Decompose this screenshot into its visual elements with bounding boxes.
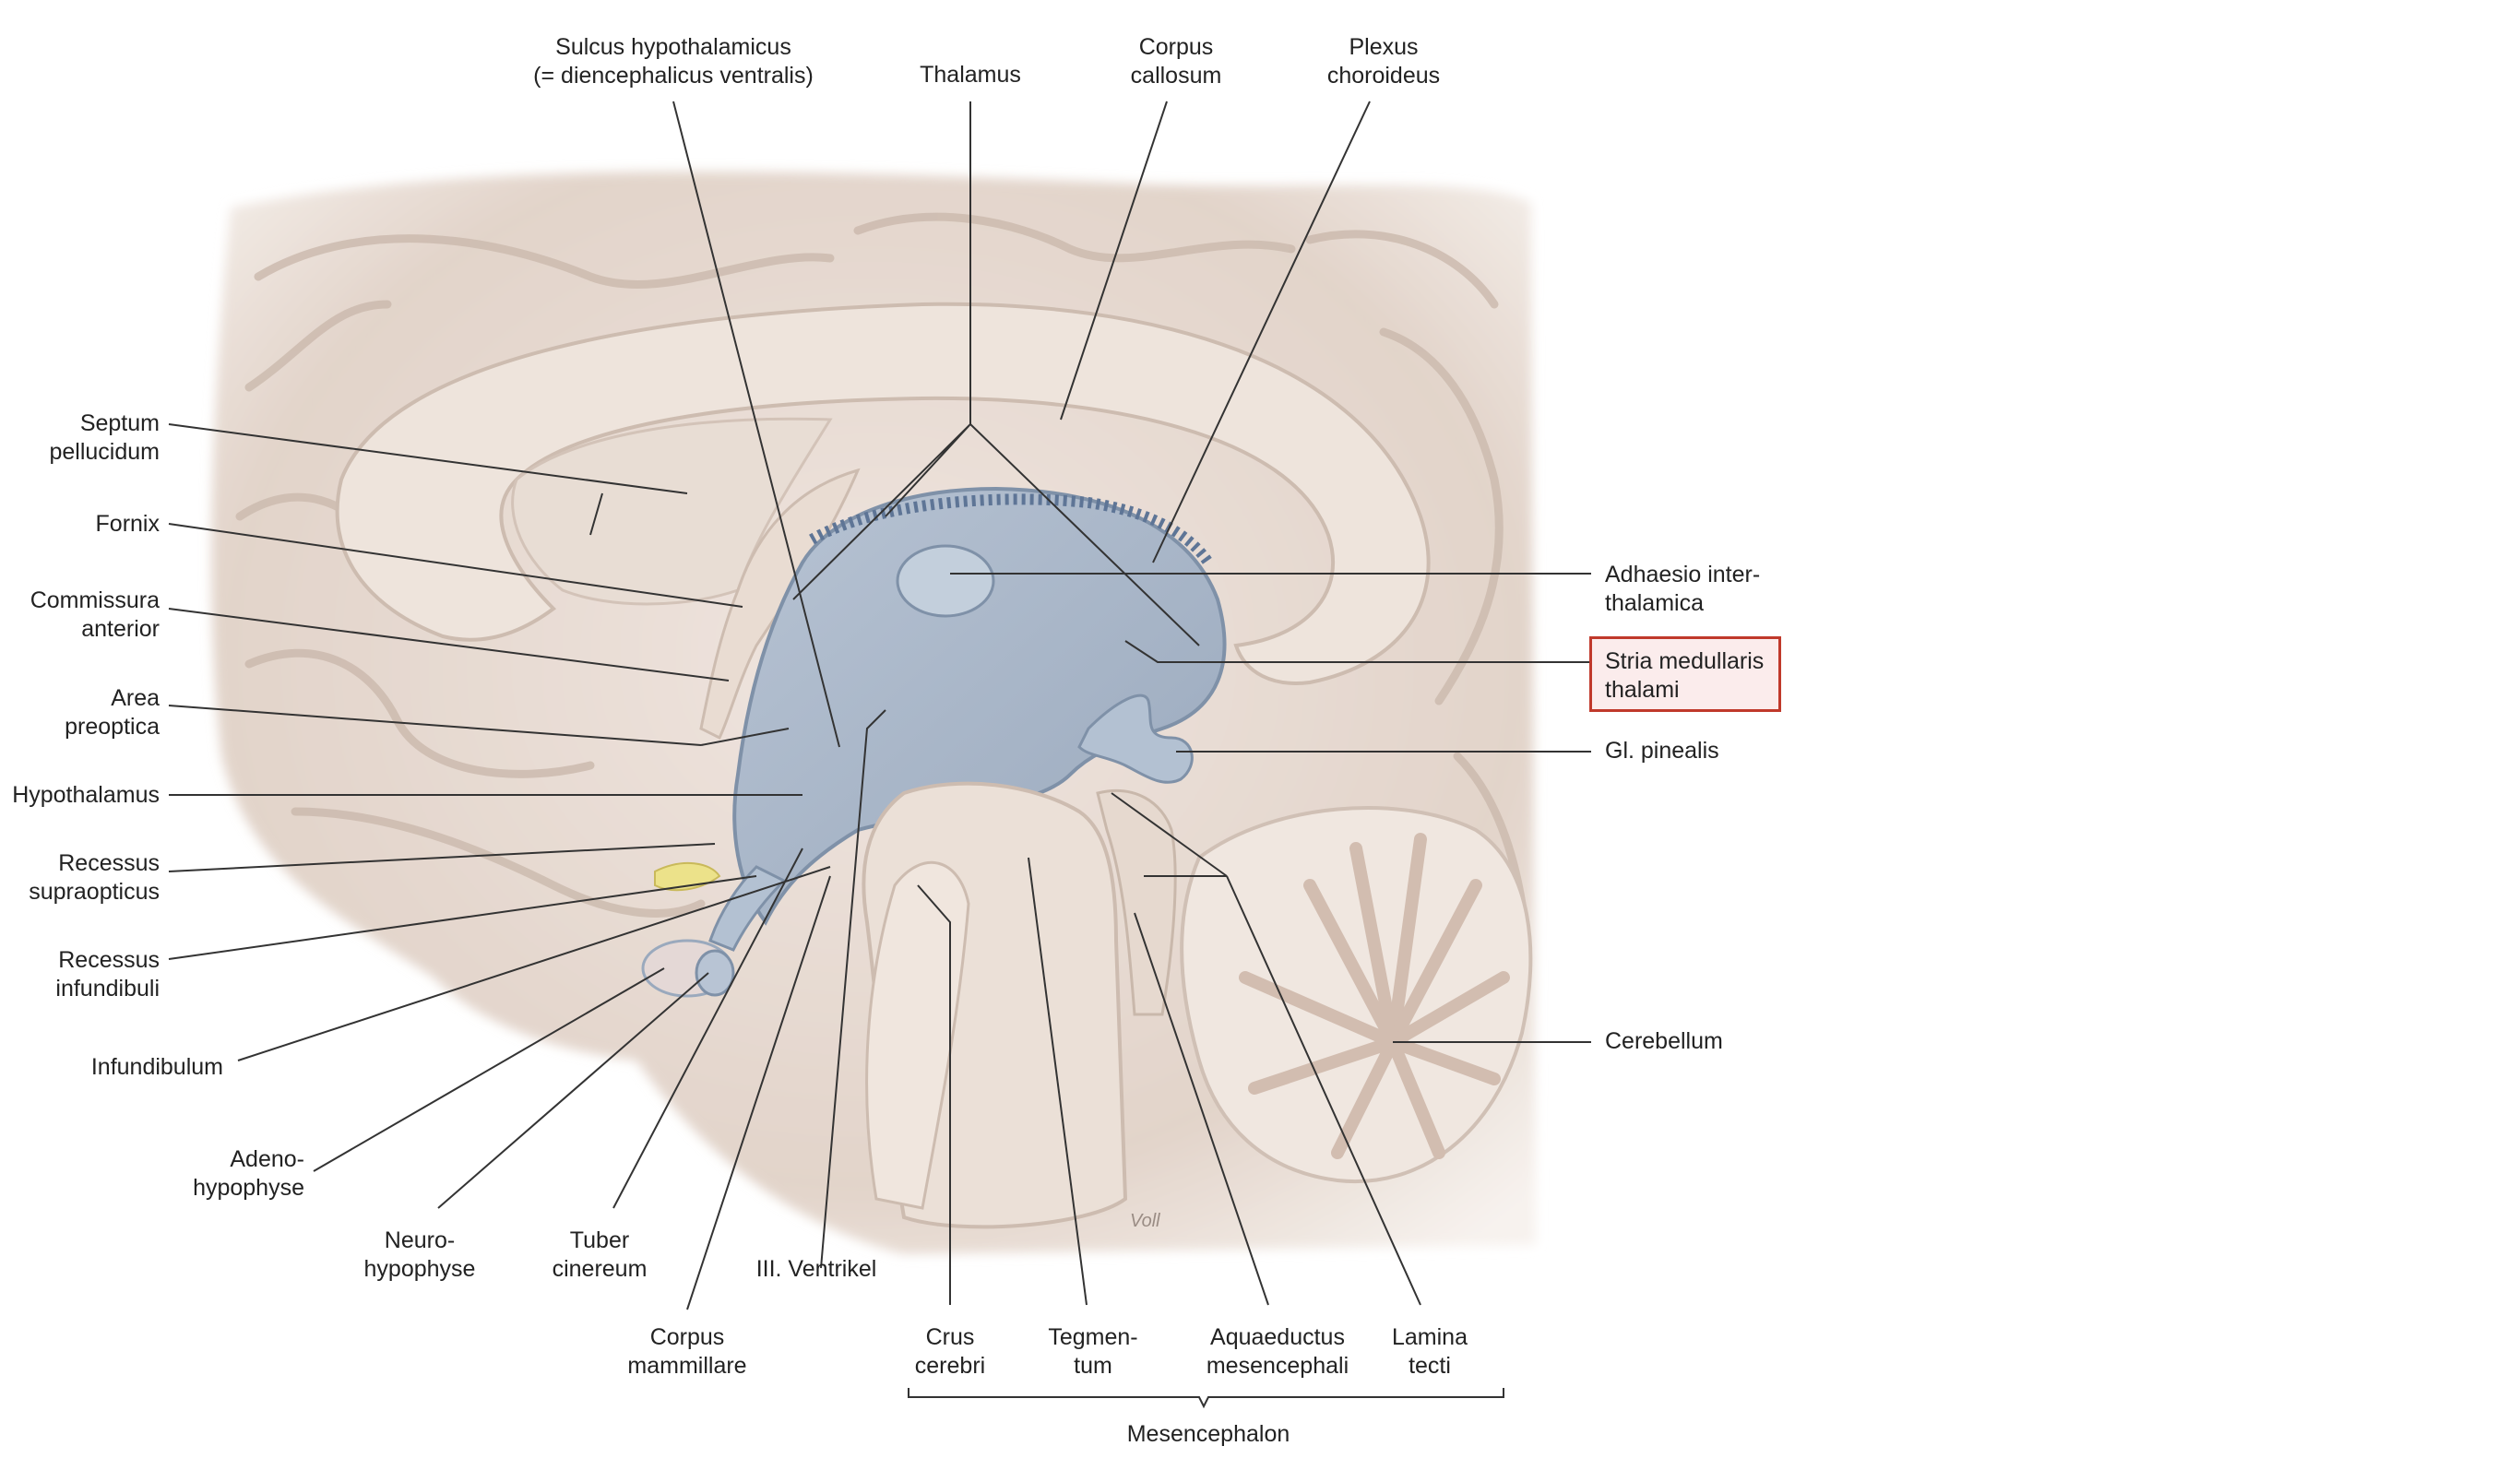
label-sulcus-hypothalamicus: Sulcus hypothalamicus (= diencephalicus ventralis) <box>533 34 814 89</box>
label-septum-pellucidum: Septum pellucidum <box>49 410 160 465</box>
label-recessus-supraopticus: Recessus supraopticus <box>29 850 160 905</box>
label-corpus-callosum: Corpus callosum <box>1130 34 1222 89</box>
label-adhaesio-interthalamica: Adhaesio inter- thalamica <box>1605 562 1761 616</box>
mesencephalon-brace <box>909 1388 1504 1406</box>
label-recessus-infundibuli: Recessus infundibuli <box>55 947 160 1002</box>
label-hypothalamus: Hypothalamus <box>12 782 160 808</box>
label-aquaeductus: Aquaeductus mesencephali <box>1206 1324 1349 1379</box>
label-thalamus: Thalamus <box>920 62 1021 88</box>
label-fornix: Fornix <box>95 511 160 537</box>
label-plexus-choroideus: Plexus choroideus <box>1326 34 1441 89</box>
label-tuber-cinereum: Tuber cinereum <box>552 1227 648 1282</box>
label-tegmentum: Tegmen- tum <box>1048 1324 1138 1379</box>
label-infundibulum: Infundibulum <box>90 1054 223 1080</box>
label-cerebellum: Cerebellum <box>1605 1028 1723 1054</box>
label-lamina-tecti: Lamina tecti <box>1392 1324 1468 1379</box>
artist-signature: Voll <box>1130 1211 1160 1231</box>
label-gl-pinealis: Gl. pinealis <box>1605 738 1719 764</box>
label-crus-cerebri: Crus cerebri <box>914 1324 986 1379</box>
label-iii-ventrikel: III. Ventrikel <box>755 1256 877 1282</box>
neurohypophysis-shape <box>696 951 733 995</box>
label-neurohypophyse: Neuro- hypophyse <box>363 1227 476 1282</box>
label-commissura-anterior: Commissura anterior <box>30 587 160 642</box>
label-stria-medullaris: Stria medullaris thalami <box>1605 648 1765 703</box>
label-corpus-mammillare: Corpus mammillare <box>627 1324 747 1379</box>
label-mesencephalon: Mesencephalon <box>1126 1421 1290 1447</box>
label-adenohypophyse: Adeno- hypophyse <box>193 1146 304 1201</box>
adhaesio-interthalamica-shape <box>897 546 993 616</box>
label-area-preoptica: Area preoptica <box>65 685 160 740</box>
